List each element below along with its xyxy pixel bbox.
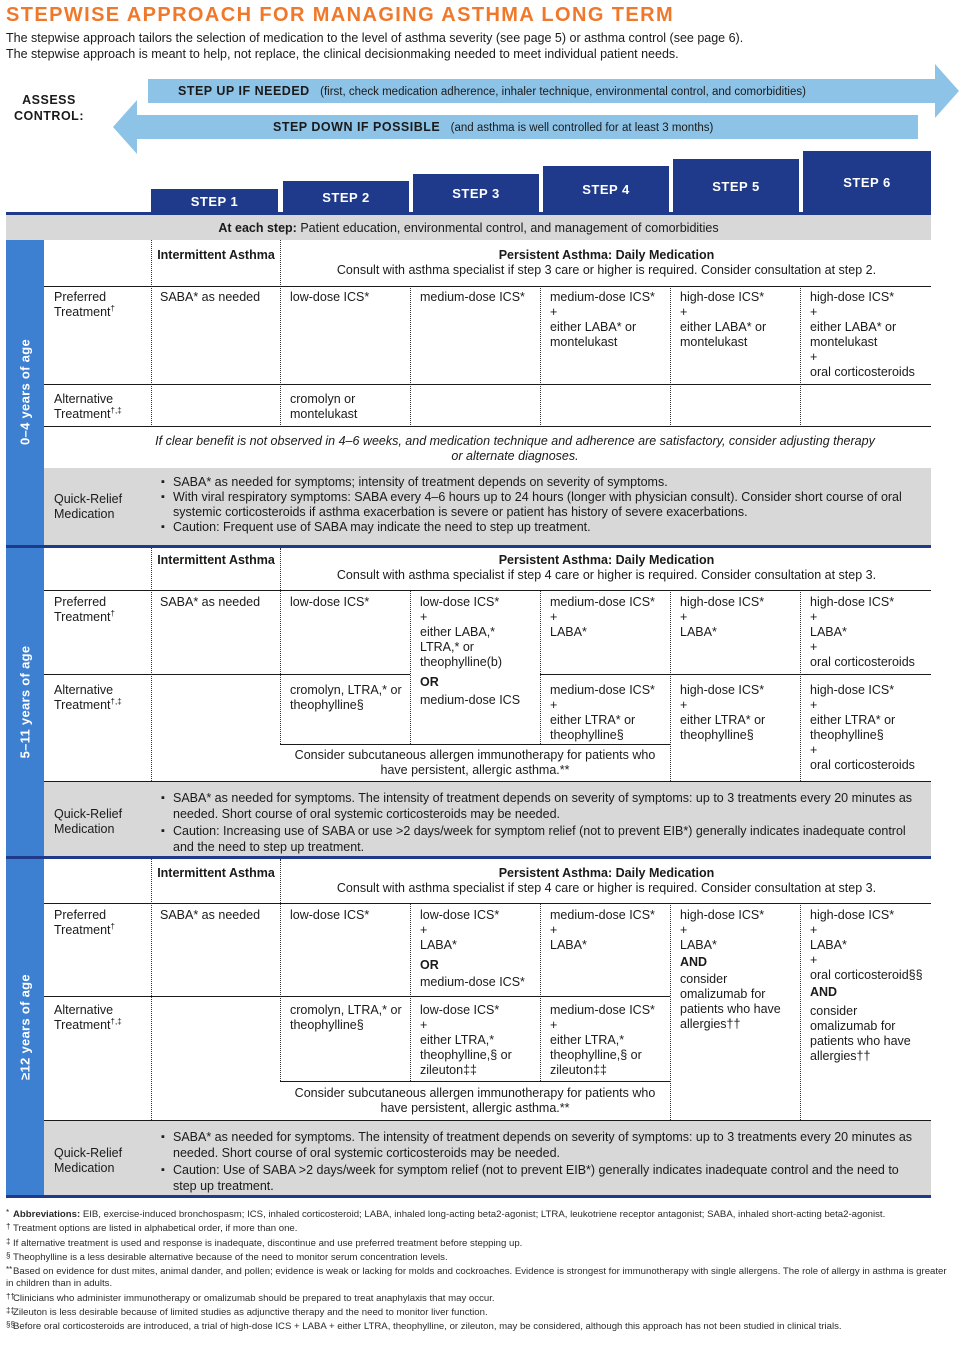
intro-line-1: The stepwise approach tailors the selection of medication to the level of asthma severity (see page 5) or asthma control (see page 6). (6, 31, 744, 45)
step6-preferred: high-dose ICS* + either LABA* or montelukast + oral corticosteroids (810, 290, 915, 379)
rule (44, 384, 931, 385)
step4-preferred: medium-dose ICS* + LABA* (550, 908, 655, 952)
step-up-arrow (148, 79, 938, 103)
divider (280, 859, 281, 1081)
step3-or: OR (420, 675, 439, 689)
divider (800, 590, 801, 781)
divider (280, 548, 281, 744)
step2-preferred: low-dose ICS* (290, 908, 370, 922)
divider (410, 590, 411, 744)
benefit-note: If clear benefit is not observed in 4–6 weeks, and medication technique and adherence are satisfactory, consider adjusting therapy or alternate diagnoses. (155, 434, 875, 463)
step-2-header: STEP 2 (283, 181, 409, 213)
list-item: ▪ Caution: Frequent use of SABA may indicate the need to step up treatment. (159, 520, 924, 535)
rule (44, 426, 931, 427)
rule (44, 996, 670, 997)
divider (540, 590, 541, 744)
step4-preferred: medium-dose ICS* + either LABA* or montelukast (550, 290, 655, 349)
divider (410, 286, 411, 427)
step-4-header: STEP 4 (543, 166, 669, 213)
footnote: † Treatment options are listed in alphabetical order, if more than one. (6, 1222, 298, 1235)
step-6-header: STEP 6 (803, 151, 931, 213)
step6-alternative: high-dose ICS* + either LTRA* or theophylline§ + oral corticosteroids (810, 683, 915, 772)
step5-preferred: high-dose ICS* + either LABA* or montelukast (680, 290, 767, 349)
step5-preferred: high-dose ICS* + LABA* (680, 595, 765, 639)
alternative-label: Alternative Treatment†,‡ (54, 1003, 122, 1032)
quick-relief-label: Quick-Relief Medication (54, 1146, 123, 1175)
rule (44, 674, 410, 675)
step-down-note: (and asthma is well controlled for at least 3 months) (450, 122, 714, 134)
step3-medium-dose: medium-dose ICS (420, 693, 521, 707)
step-5-header: STEP 5 (673, 159, 799, 213)
step4-preferred: medium-dose ICS* + LABA* (550, 595, 655, 639)
rule (44, 903, 931, 904)
alternative-label: Alternative Treatment†,‡ (54, 392, 122, 421)
intro-text (6, 30, 956, 62)
persistent-header-5-11: Persistent Asthma: Daily Medication Consult with asthma specialist if step 4 care or higher is required. Consider consultation at step 3. (336, 553, 877, 582)
footnote: * Abbreviations: EIB, exercise-induced bronchospasm; ICS, inhaled corticosteroid; LABA, inhaled long-acting beta2-agonist; LTRA, leukotriene receptor antagonist; SABA, inhaled short-acting beta2-agonist. (6, 1208, 886, 1220)
footnote: §§Before oral corticosteroids are introduced, a trial of high-dose ICS + LABA + either LTRA, theophylline, or zileuton, may be considered, although this approach has not been studied in clinical trials. (6, 1320, 842, 1333)
rule (280, 744, 670, 745)
list-item: ▪ Caution: Increasing use of SABA or use >2 days/week for symptom relief (not to prevent EIB*) generally indicates inadequate control and the need to step up treatment. (159, 823, 924, 856)
rule (44, 286, 931, 287)
step-1-header: STEP 1 (151, 189, 278, 213)
step3-alternative: low-dose ICS* + either LTRA,* theophylline,§ or zileuton‡‡ (420, 1003, 512, 1077)
intro-line-2: The stepwise approach is meant to help, not replace, the clinical decisionmaking needed to meet individual patient needs. (6, 47, 679, 61)
divider (540, 286, 541, 427)
step5-preferred: high-dose ICS* + LABA* AND consider omalizumab for patients who have allergies†† (680, 908, 781, 1031)
immunotherapy-note: Consider subcutaneous allergen immunotherapy for patients who have persistent, allergic asthma.** (294, 748, 656, 777)
step5-alternative: high-dose ICS* + either LTRA* or theophylline§ (680, 683, 766, 742)
step4-alternative: medium-dose ICS* + either LTRA,* theophylline,§ or zileuton‡‡ (550, 1003, 655, 1077)
step-up-arrowhead (935, 64, 959, 118)
step2-preferred: low-dose ICS* (290, 595, 370, 609)
list-item: ▪ SABA* as needed for symptoms. The intensity of treatment depends on severity of symptoms: up to 3 treatments every 20 minutes as needed. Short course of oral systemic corticosteroids may be needed. (159, 790, 924, 823)
quick-relief-list (159, 475, 924, 535)
rule (6, 1195, 931, 1198)
step1-preferred: SABA* as needed (160, 595, 261, 609)
step2-alternative: cromolyn or montelukast (290, 392, 358, 421)
intermittent-label: Intermittent Asthma (157, 248, 275, 262)
divider (540, 903, 541, 1081)
quick-relief-list (159, 1129, 924, 1194)
preferred-label: Preferred Treatment† (54, 595, 115, 624)
divider (410, 903, 411, 1081)
step6-preferred: high-dose ICS* + LABA* + oral corticosteroid§§ AND consider omalizumab for patients who have allergies†† (810, 908, 923, 1063)
divider (151, 859, 152, 1120)
intermittent-label: Intermittent Asthma (157, 553, 275, 567)
divider (670, 903, 671, 1120)
footnote: **Based on evidence for dust mites, animal dander, and pollen; evidence is weak or lacking for molds and cockroaches. Evidence is strongest for immunotherapy with single allergens. The role of allergy in asthma is greater in children than in adults. (6, 1265, 947, 1290)
assess-control-label: ASSESS CONTROL: (14, 93, 84, 123)
list-item: ▪ With viral respiratory symptoms: SABA every 4–6 hours up to 24 hours (longer with physician consult). Consider short course of oral systemic corticosteroids if asthma exacerbation is severe or patient has history of severe exacerbations. (159, 490, 924, 520)
page-title: STEPWISE APPROACH FOR MANAGING ASTHMA LONG TERM (6, 4, 675, 26)
list-item: ▪ SABA* as needed for symptoms; intensity of treatment depends on severity of symptoms. (159, 475, 924, 490)
divider (151, 548, 152, 781)
step1-preferred: SABA* as needed (160, 908, 261, 922)
step-3-header: STEP 3 (413, 174, 539, 213)
step-down-arrow (136, 115, 918, 139)
preferred-label: Preferred Treatment† (54, 908, 115, 937)
divider (670, 286, 671, 427)
persistent-header-0-4: Persistent Asthma: Daily Medication Consult with asthma specialist if step 3 care or higher is required. Consider consultation at step 2. (336, 248, 877, 277)
persistent-header-12-plus: Persistent Asthma: Daily Medication Consult with asthma specialist if step 4 care or higher is required. Consider consultation at step 3. (336, 866, 877, 895)
step2-alternative: cromolyn, LTRA,* or theophylline§ (290, 1003, 402, 1032)
each-step-text: At each step: Patient education, environmental control, and management of comorbidities (218, 221, 719, 235)
rule (6, 856, 931, 859)
age-label-0-4: 0–4 years of age (17, 339, 33, 445)
list-item: ▪ Caution: Use of SABA >2 days/week for symptom relief (not to prevent EIB*) generally indicates inadequate control and the need to step up treatment. (159, 1162, 924, 1195)
rule (44, 590, 931, 591)
footnote: ††Clinicians who administer immunotherapy or omalizumab should be prepared to treat anaphylaxis that may occur. (6, 1291, 495, 1304)
step2-alternative: cromolyn, LTRA,* or theophylline§ (290, 683, 402, 712)
quick-relief-label: Quick-Relief Medication (54, 807, 123, 836)
quick-relief-list (159, 790, 924, 855)
step3-preferred: low-dose ICS* + either LABA,* LTRA,* or theophylline(b) (420, 595, 502, 669)
divider (670, 590, 671, 781)
step3-or: OR (420, 958, 439, 972)
step3-preferred: low-dose ICS* + LABA* (420, 908, 500, 952)
step1-preferred: SABA* as needed (160, 290, 261, 304)
step6-preferred: high-dose ICS* + LABA* + oral corticosteroids (810, 595, 915, 669)
divider (151, 240, 152, 427)
immunotherapy-note: Consider subcutaneous allergen immunotherapy for patients who have persistent, allergic asthma.** (294, 1086, 656, 1115)
rule (540, 674, 931, 675)
step-up-note: (first, check medication adherence, inhaler technique, environmental control, and comorbidities) (320, 86, 806, 98)
footnotes (6, 1207, 952, 1334)
step2-preferred: low-dose ICS* (290, 290, 370, 304)
quick-relief-label: Quick-Relief Medication (54, 492, 123, 521)
age-label-12-plus: ≥12 years of age (17, 974, 33, 1080)
step3-medium-dose: medium-dose ICS* (420, 975, 525, 989)
intermittent-label: Intermittent Asthma (157, 866, 275, 880)
step4-alternative: medium-dose ICS* + either LTRA* or theophylline§ (550, 683, 655, 742)
rule (280, 1081, 670, 1082)
footnote: ‡‡Zileuton is less desirable because of limited studies as adjunctive therapy and the need to monitor liver function. (6, 1306, 488, 1319)
footnote: § Theophylline is a less desirable alternative because of the need to monitor serum concentration levels. (6, 1250, 448, 1263)
divider (280, 240, 281, 427)
step3-preferred: medium-dose ICS* (420, 290, 525, 304)
divider (800, 903, 801, 1120)
rule (6, 545, 931, 548)
preferred-label: Preferred Treatment† (54, 290, 115, 319)
alternative-label: Alternative Treatment†,‡ (54, 683, 122, 712)
list-item: ▪ SABA* as needed for symptoms. The intensity of treatment depends on severity of symptoms: up to 3 treatments every 20 minutes as needed. Short course of oral systemic corticosteroids may be needed. (159, 1129, 924, 1162)
age-label-5-11: 5–11 years of age (17, 645, 33, 759)
divider (800, 286, 801, 427)
footnote: ‡ If alternative treatment is used and response is inadequate, discontinue and use preferred treatment before stepping up. (6, 1236, 523, 1249)
step-down-label: STEP DOWN IF POSSIBLE (273, 120, 441, 134)
step-down-arrowhead (113, 100, 137, 154)
step-up-label: STEP UP IF NEEDED (178, 84, 310, 98)
